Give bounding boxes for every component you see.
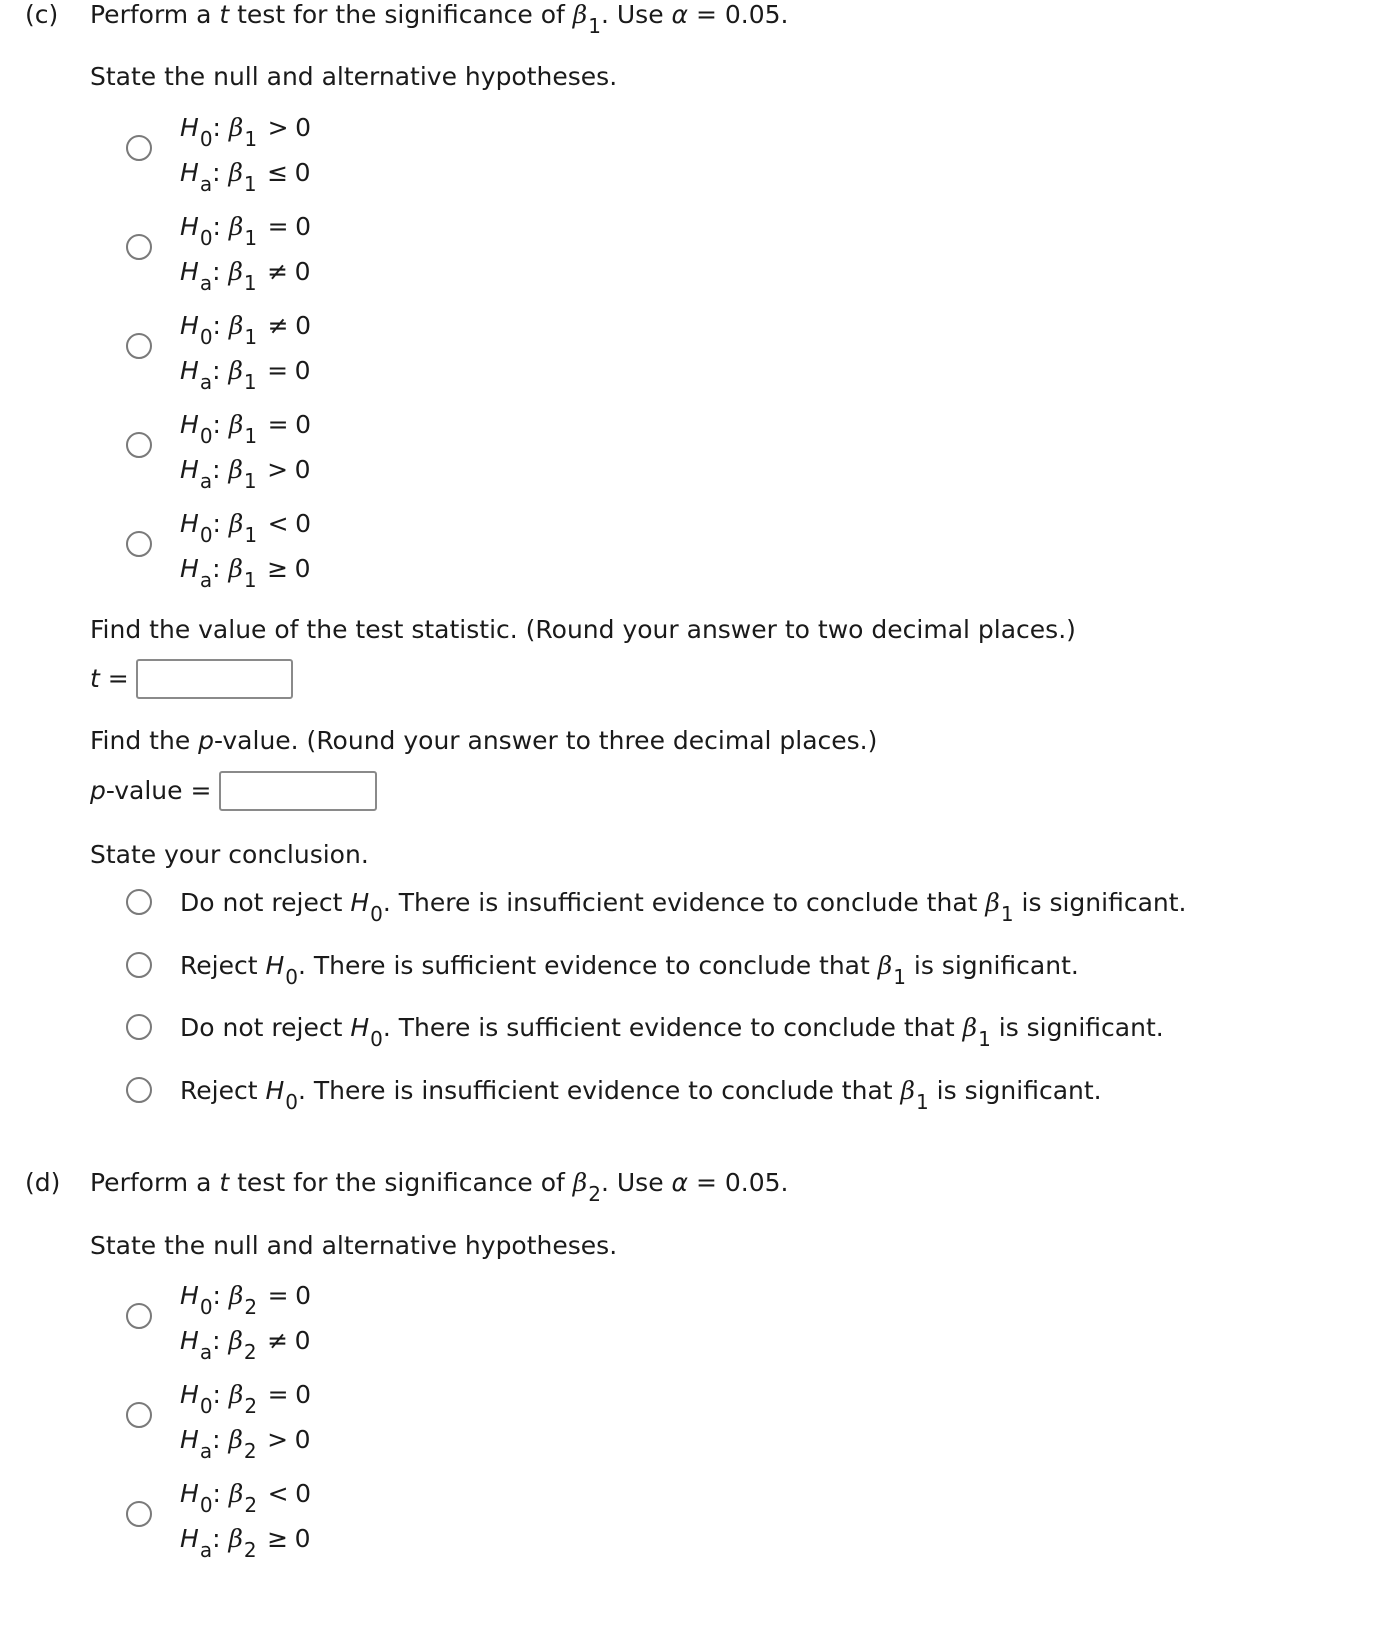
- t-statistic-input[interactable]: [136, 659, 293, 699]
- null-hypothesis-colon: :: [212, 212, 229, 241]
- null-hypothesis-comparator: ≠: [267, 311, 289, 340]
- alt-hypothesis-h-sub: a: [199, 370, 213, 394]
- null-hypothesis-h: H: [180, 509, 199, 538]
- alt-hypothesis-h: H: [180, 1425, 199, 1454]
- null-hypothesis-zero: 0: [295, 509, 312, 538]
- alt-hypothesis-colon: :: [212, 1326, 229, 1355]
- hypothesis-radio[interactable]: [126, 234, 152, 260]
- null-hypothesis-beta: β: [228, 311, 244, 340]
- conclusion-beta-sub: 1: [978, 1027, 991, 1051]
- null-hypothesis-h-sub: 0: [199, 523, 213, 547]
- null-hypothesis-line: [180, 304, 311, 349]
- conclusion-option[interactable]: [180, 888, 1187, 926]
- alt-hypothesis-h-sub: a: [199, 1439, 213, 1463]
- alt-hypothesis-h: H: [180, 1524, 199, 1553]
- alt-hypothesis-zero: 0: [294, 1326, 311, 1355]
- alt-hypothesis-h: H: [180, 257, 199, 286]
- alt-hypothesis-colon: :: [212, 1524, 229, 1553]
- null-hypothesis-colon: :: [212, 311, 229, 340]
- null-hypothesis-h-sub: 0: [199, 226, 213, 250]
- null-hypothesis-comparator: =: [267, 410, 289, 439]
- null-hypothesis-zero: 0: [295, 113, 312, 142]
- alt-hypothesis-comparator: >: [267, 1425, 289, 1454]
- alt-hypothesis-zero: 0: [294, 257, 311, 286]
- hypothesis-radio[interactable]: [126, 531, 152, 557]
- hypothesis-radio[interactable]: [126, 432, 152, 458]
- conclusion-option[interactable]: [180, 1075, 1102, 1114]
- part-d-label: (d): [25, 1168, 61, 1197]
- conclusion-evidence: . There is sufficient evidence to conclude that: [382, 1013, 963, 1042]
- null-hypothesis-line: [180, 205, 311, 250]
- null-hypothesis-beta: β: [228, 113, 244, 142]
- alt-hypothesis-colon: :: [212, 257, 229, 286]
- null-hypothesis-beta-sub: 1: [244, 424, 258, 448]
- hypothesis-option[interactable]: [180, 502, 311, 592]
- p-value-label: p-value =: [90, 776, 212, 805]
- alt-hypothesis-colon: :: [212, 356, 229, 385]
- null-hypothesis-h: H: [180, 212, 199, 241]
- conclusion-beta: β: [985, 888, 1000, 917]
- null-hypothesis-h-sub: 0: [199, 1295, 213, 1319]
- null-hypothesis-h-sub: 0: [199, 325, 213, 349]
- null-hypothesis-h-sub: 0: [199, 1493, 213, 1517]
- alt-hypothesis-line: [180, 151, 311, 196]
- conclusion-evidence: . There is sufficient evidence to conclude that: [298, 950, 878, 980]
- conclusion-beta: β: [962, 1013, 978, 1042]
- hypothesis-option[interactable]: [180, 205, 311, 295]
- alt-hypothesis-comparator: ≥: [267, 554, 289, 583]
- null-hypothesis-h: H: [180, 1479, 199, 1508]
- null-hypothesis-h: H: [180, 1380, 199, 1409]
- alt-hypothesis-beta: β: [228, 257, 243, 286]
- alt-hypothesis-comparator: ≠: [267, 1326, 289, 1355]
- alt-hypothesis-beta-sub: 1: [243, 172, 257, 196]
- hypothesis-option[interactable]: [180, 403, 311, 493]
- null-hypothesis-beta: β: [228, 509, 244, 538]
- null-hypothesis-h: H: [180, 1281, 199, 1310]
- hypothesis-radio[interactable]: [126, 1303, 152, 1329]
- alt-hypothesis-comparator: ≤: [267, 158, 289, 187]
- null-hypothesis-zero: 0: [295, 1281, 312, 1310]
- part-c-label: (c): [25, 0, 59, 29]
- conclusion-h-sub: 0: [370, 1027, 383, 1051]
- conclusion-h-sub: 0: [285, 1089, 298, 1114]
- conclusion-radio[interactable]: [126, 1077, 152, 1103]
- conclusion-decision: Do not reject: [180, 888, 351, 917]
- alt-hypothesis-line: [180, 349, 311, 394]
- conclusion-beta: β: [877, 950, 893, 980]
- alt-hypothesis-beta: β: [228, 158, 243, 187]
- conclusion-option[interactable]: [180, 950, 1079, 989]
- null-hypothesis-h: H: [180, 113, 199, 142]
- conclusion-evidence: . There is insufficient evidence to conclude that: [382, 888, 986, 917]
- null-hypothesis-h-sub: 0: [199, 127, 213, 151]
- null-hypothesis-line: [180, 1472, 311, 1517]
- alt-hypothesis-line: [180, 547, 311, 592]
- alt-hypothesis-h: H: [180, 356, 199, 385]
- conclusion-h: H: [350, 1013, 370, 1042]
- null-hypothesis-zero: 0: [295, 1380, 312, 1409]
- alt-hypothesis-beta: β: [228, 356, 243, 385]
- conclusion-beta: β: [900, 1075, 915, 1105]
- null-hypothesis-colon: :: [212, 509, 229, 538]
- null-hypothesis-colon: :: [212, 113, 229, 142]
- hypothesis-option[interactable]: [180, 304, 311, 394]
- conclusion-end: is significant.: [990, 1013, 1164, 1042]
- conclusion-h: H: [350, 888, 370, 917]
- alt-hypothesis-comparator: >: [267, 455, 289, 484]
- alt-hypothesis-beta: β: [228, 1326, 243, 1355]
- hypothesis-option[interactable]: [180, 1472, 311, 1562]
- null-hypothesis-line: [180, 1274, 311, 1319]
- conclusion-h: H: [265, 950, 285, 980]
- null-hypothesis-comparator: <: [267, 509, 289, 538]
- test-statistic-prompt: Find the value of the test statistic. (Round your answer to two decimal places.): [90, 615, 1076, 644]
- null-hypothesis-zero: 0: [295, 311, 312, 340]
- alt-hypothesis-zero: 0: [294, 1425, 311, 1454]
- alt-hypothesis-h-sub: a: [199, 1538, 213, 1562]
- alt-hypothesis-zero: 0: [294, 158, 311, 187]
- null-hypothesis-beta-sub: 2: [244, 1295, 258, 1319]
- p-value-input[interactable]: [219, 771, 377, 811]
- alt-hypothesis-beta: β: [228, 554, 243, 583]
- null-hypothesis-h: H: [180, 311, 199, 340]
- part-c-hypotheses-prompt: State the null and alternative hypotheses.: [90, 62, 618, 91]
- null-hypothesis-line: [180, 502, 311, 547]
- alt-hypothesis-h-sub: a: [199, 172, 213, 196]
- alt-hypothesis-beta: β: [228, 455, 243, 484]
- alt-hypothesis-colon: :: [212, 158, 229, 187]
- null-hypothesis-beta-sub: 1: [244, 325, 258, 349]
- alt-hypothesis-h: H: [180, 455, 199, 484]
- null-hypothesis-comparator: =: [267, 1281, 289, 1310]
- alt-hypothesis-zero: 0: [294, 554, 311, 583]
- null-hypothesis-line: [180, 403, 311, 448]
- alt-hypothesis-line: [180, 1418, 311, 1463]
- conclusion-decision: Reject: [180, 1075, 266, 1105]
- null-hypothesis-beta-sub: 1: [244, 523, 258, 547]
- alt-hypothesis-beta-sub: 1: [243, 568, 257, 592]
- part-d-hypotheses-prompt: State the null and alternative hypotheses.: [90, 1231, 618, 1260]
- alt-hypothesis-beta-sub: 1: [243, 469, 257, 493]
- alt-hypothesis-colon: :: [212, 455, 229, 484]
- alt-hypothesis-colon: :: [212, 554, 229, 583]
- alt-hypothesis-beta-sub: 1: [243, 271, 257, 295]
- null-hypothesis-beta-sub: 1: [244, 127, 258, 151]
- alt-hypothesis-beta-sub: 2: [243, 1340, 257, 1364]
- alt-hypothesis-h-sub: a: [199, 568, 213, 592]
- conclusion-option[interactable]: [180, 1013, 1164, 1051]
- alt-hypothesis-line: [180, 250, 311, 295]
- null-hypothesis-comparator: >: [267, 113, 289, 142]
- null-hypothesis-comparator: =: [267, 1380, 289, 1409]
- alt-hypothesis-beta: β: [228, 1425, 243, 1454]
- alt-hypothesis-h: H: [180, 554, 199, 583]
- null-hypothesis-zero: 0: [295, 1479, 312, 1508]
- alt-hypothesis-h: H: [180, 158, 199, 187]
- null-hypothesis-beta: β: [228, 410, 244, 439]
- alt-hypothesis-h-sub: a: [199, 1340, 213, 1364]
- hypothesis-radio[interactable]: [126, 1501, 152, 1527]
- null-hypothesis-beta: β: [228, 212, 244, 241]
- alt-hypothesis-beta-sub: 2: [243, 1538, 257, 1562]
- conclusion-decision: Reject: [180, 950, 266, 980]
- hypothesis-option[interactable]: [180, 106, 311, 196]
- null-hypothesis-comparator: =: [267, 212, 289, 241]
- conclusion-decision: Do not reject: [180, 1013, 351, 1042]
- alt-hypothesis-zero: 0: [294, 356, 311, 385]
- conclusion-beta-sub: 1: [1000, 902, 1014, 926]
- hypothesis-option[interactable]: [180, 1373, 311, 1463]
- t-label: t =: [90, 664, 129, 693]
- part-c-question: Perform a t test for the significance of $\beta_1$. Use α = 0.05.: [90, 0, 789, 38]
- alt-hypothesis-beta-sub: 2: [243, 1439, 257, 1463]
- hypothesis-radio[interactable]: [126, 1402, 152, 1428]
- conclusion-radio[interactable]: [126, 1014, 152, 1040]
- conclusion-end: is significant.: [905, 950, 1079, 980]
- conclusion-radio[interactable]: [126, 952, 152, 978]
- null-hypothesis-beta-sub: 2: [244, 1394, 258, 1418]
- alt-hypothesis-beta-sub: 1: [243, 370, 257, 394]
- null-hypothesis-line: [180, 1373, 311, 1418]
- alt-hypothesis-zero: 0: [294, 455, 311, 484]
- conclusion-beta-sub: 1: [893, 964, 906, 989]
- alt-hypothesis-h: H: [180, 1326, 199, 1355]
- null-hypothesis-zero: 0: [295, 212, 312, 241]
- null-hypothesis-comparator: <: [267, 1479, 289, 1508]
- alt-hypothesis-line: [180, 1517, 311, 1562]
- alt-hypothesis-line: [180, 1319, 311, 1364]
- hypothesis-radio[interactable]: [126, 135, 152, 161]
- conclusion-radio[interactable]: [126, 889, 152, 915]
- alt-hypothesis-beta: β: [228, 1524, 243, 1553]
- alt-hypothesis-h-sub: a: [199, 271, 213, 295]
- conclusion-end: is significant.: [928, 1075, 1102, 1105]
- alt-hypothesis-h-sub: a: [199, 469, 213, 493]
- conclusion-h-sub: 0: [285, 964, 298, 989]
- null-hypothesis-colon: :: [212, 1281, 229, 1310]
- alt-hypothesis-comparator: =: [267, 356, 289, 385]
- alt-hypothesis-comparator: ≥: [267, 1524, 289, 1553]
- alt-hypothesis-colon: :: [212, 1425, 229, 1454]
- conclusion-evidence: . There is insufficient evidence to conclude that: [298, 1075, 901, 1105]
- null-hypothesis-h-sub: 0: [199, 1394, 213, 1418]
- alt-hypothesis-zero: 0: [294, 1524, 311, 1553]
- null-hypothesis-h: H: [180, 410, 199, 439]
- null-hypothesis-beta: β: [228, 1281, 244, 1310]
- hypothesis-radio[interactable]: [126, 333, 152, 359]
- alt-hypothesis-line: [180, 448, 311, 493]
- null-hypothesis-beta-sub: 1: [244, 226, 258, 250]
- null-hypothesis-beta: β: [228, 1479, 244, 1508]
- conclusion-prompt: State your conclusion.: [90, 840, 369, 869]
- alt-hypothesis-comparator: ≠: [267, 257, 289, 286]
- conclusion-h-sub: 0: [370, 902, 383, 926]
- null-hypothesis-colon: :: [212, 1479, 229, 1508]
- part-d-question: Perform a t test for the significance of $\beta_2$. Use α = 0.05.: [90, 1168, 789, 1206]
- p-value-prompt: Find the p-value. (Round your answer to three decimal places.): [90, 726, 878, 755]
- null-hypothesis-colon: :: [212, 1380, 229, 1409]
- null-hypothesis-zero: 0: [295, 410, 312, 439]
- null-hypothesis-beta: β: [228, 1380, 244, 1409]
- null-hypothesis-h-sub: 0: [199, 424, 213, 448]
- conclusion-beta-sub: 1: [915, 1089, 929, 1114]
- hypothesis-option[interactable]: [180, 1274, 311, 1364]
- null-hypothesis-colon: :: [212, 410, 229, 439]
- null-hypothesis-line: [180, 106, 311, 151]
- conclusion-h: H: [265, 1075, 285, 1105]
- conclusion-end: is significant.: [1013, 888, 1187, 917]
- null-hypothesis-beta-sub: 2: [244, 1493, 258, 1517]
